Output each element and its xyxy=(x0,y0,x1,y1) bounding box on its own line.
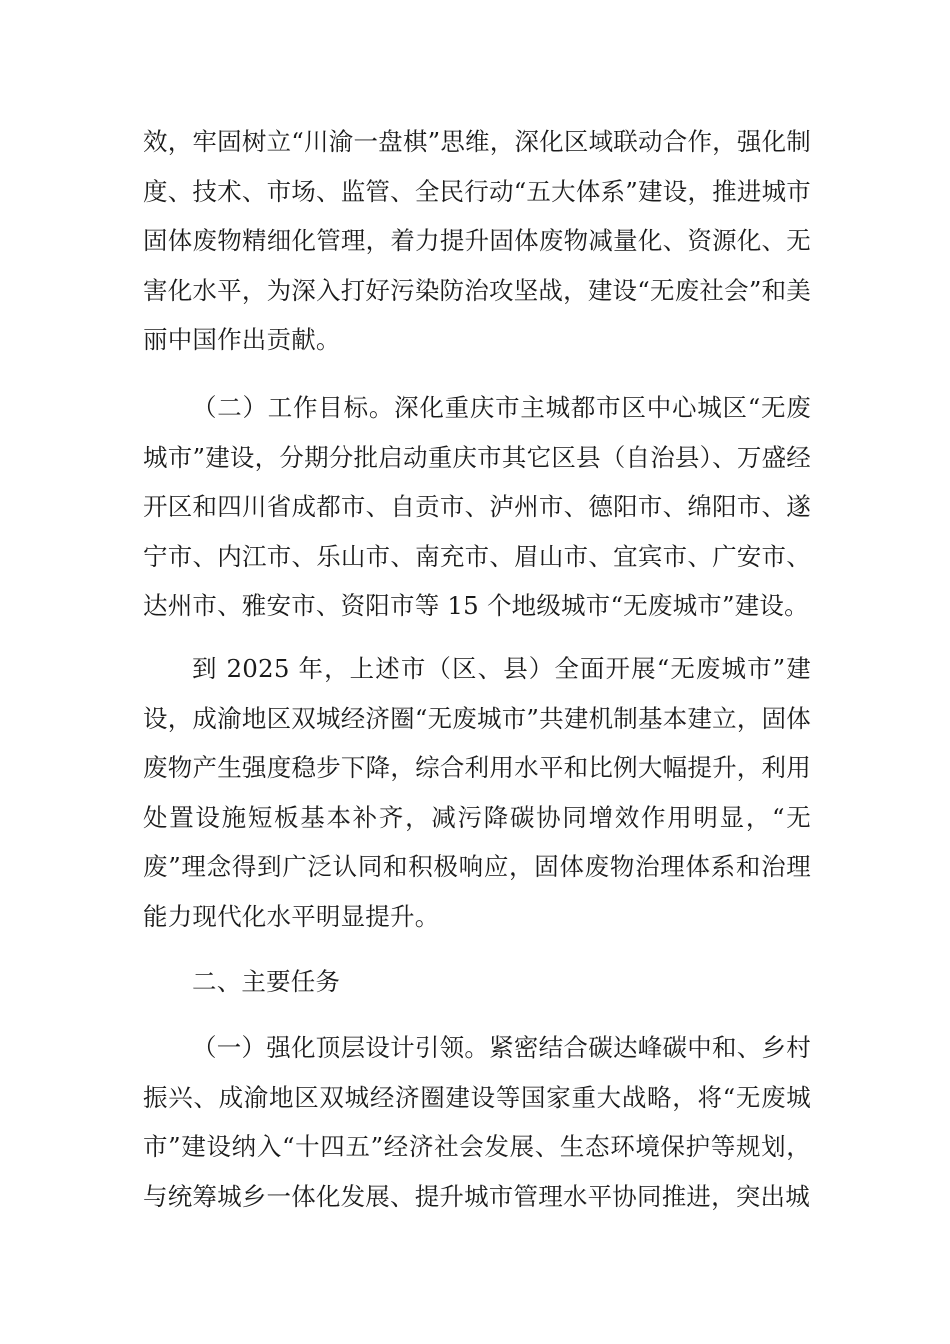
task-one-paragraph: （一）强化顶层设计引领。紧密结合碳达峰碳中和、乡村振兴、成渝地区双城经济圈建设等国家重大战略，将“无废城市”建设纳入“十四五”经济社会发展、生态环境保护等规划，与统筹城乡一体化发展、提升城市管理水平协同推进，突出城 xyxy=(143,1033,811,1211)
work-goal-paragraph: （二）工作目标。深化重庆市主城都市区中心城区“无废城市”建设，分期分批启动重庆市其它区县（自治县）、万盛经开区和四川省成都市、自贡市、泸州市、德阳市、绵阳市、遂宁市、内江市、乐山市、南充市、眉山市、宜宾市、广安市、达州市、雅安市、资阳市等 15 个地级城市“无废城市”建设。 xyxy=(143,393,811,620)
body-paragraph-continued: 效，牢固树立“川渝一盘棋”思维，深化区域联动合作，强化制度、技术、市场、监管、全民行动“五大体系”建设，推进城市固体废物精细化管理，着力提升固体废物减量化、资源化、无害化水平，为深入打好污染防治攻坚战，建设“无废社会”和美丽中国作出贡献。 xyxy=(143,127,811,354)
section-heading-main-tasks: 二、主要任务 xyxy=(192,967,341,996)
target-2025-paragraph: 到 2025 年，上述市（区、县）全面开展“无废城市”建设，成渝地区双城经济圈“无废城市”共建机制基本建立，固体废物产生强度稳步下降，综合利用水平和比例大幅提升，利用处置设施短板基本补齐，减污降碳协同增效作用明显，“无废”理念得到广泛认同和积极响应，固体废物治理体系和治理能力现代化水平明显提升。 xyxy=(143,654,811,931)
